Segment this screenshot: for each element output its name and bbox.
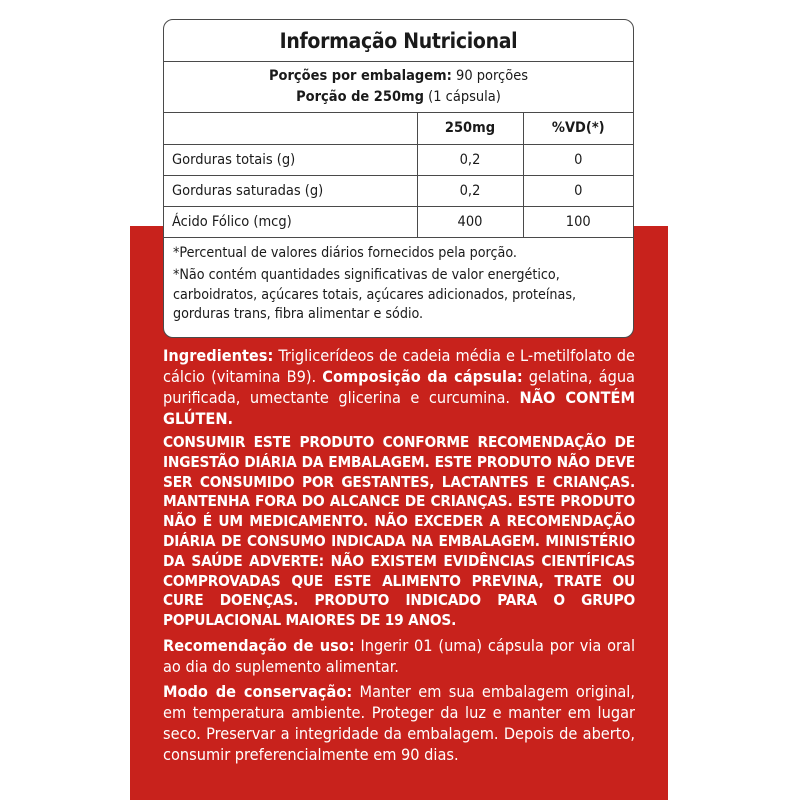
table-row (164, 175, 633, 206)
gluten-notice: NÃO CONTÉM GLÚTEN. (163, 388, 635, 428)
warning-paragraph: CONSUMIR ESTE PRODUTO CONFORME RECOMENDAÇÃO DE INGESTÃO DIÁRIA DA EMBALAGEM. ESTE PRODUTO NÃO DEVE SER CONSUMIDO POR GESTANTES, LACTANTES E CRIANÇAS. MANTENHA FORA DO ALCANCE DE CRIANÇAS. ESTE PRODUTO NÃO É UM MEDICAMENTO. NÃO EXCEDER A RECOMENDAÇÃO DIÁRIA DE CONSUMO INDICADA NA EMBALAGEM. MINISTÉRIO DA SAÚDE ADVERTE: NÃO EXISTEM EVIDÊNCIAS CIENTÍFICAS COMPROVADAS QUE ESTE ALIMENTO PREVINA, TRATE OU CURE DOENÇAS. PRODUTO INDICADO PARA O GRUPO POPULACIONAL MAIORES DE 19 ANOS. (163, 433, 635, 630)
portions-value: 90 porções (451, 68, 529, 84)
nutrient-amount: 0,2 (417, 175, 523, 206)
nutrition-table (164, 113, 633, 238)
usage-text: Ingerir 01 (uma) cápsula por via oral ao dia do suplemento alimentar. (163, 635, 635, 676)
portion-size (164, 87, 633, 108)
ingredients-paragraph (163, 345, 635, 429)
portions-info (164, 62, 633, 113)
storage-paragraph (163, 681, 635, 765)
nutrient-name: Gorduras saturadas (g) (164, 175, 417, 206)
header-cell-name (164, 113, 417, 144)
storage-title: Modo de conservação: (163, 681, 353, 701)
label-text (163, 345, 635, 769)
nutrient-name: Ácido Fólico (mcg) (164, 206, 417, 237)
footnote-not-significant: *Não contém quantidades significativas de valor energético, carboidratos, açúcares totais, açúcares adicionados, proteínas, gorduras trans, fibra alimentar e sódio. (173, 267, 577, 322)
portion-size-label: Porção de 250mg (296, 89, 424, 105)
nutrient-amount: 400 (417, 206, 523, 237)
portions-per-package (164, 66, 633, 87)
usage-title: Recomendação de uso: (163, 635, 355, 655)
storage-text: Manter em sua embalagem original, em temperatura ambiente. Proteger da luz e manter em lugar seco. Preservar a integridade da embalagem. Depois de aberto, consumir preferencialmente em 90 dias. (163, 681, 635, 764)
header-cell-vd: %VD(*) (523, 113, 633, 144)
ingredients-title: Ingredientes: (163, 346, 274, 365)
nutrition-facts-box (163, 19, 634, 338)
nutrient-vd: 0 (523, 175, 633, 206)
portions-label: Porções por embalagem: (268, 68, 452, 84)
table-header-row (164, 113, 633, 144)
nutrition-footnotes (164, 238, 633, 325)
nutrient-amount: 0,2 (417, 144, 523, 175)
ingredients-text: Triglicerídeos de cadeia média e L-metilfolato de cálcio (vitamina B9). (163, 346, 635, 386)
portion-size-value: (1 cápsula) (423, 89, 501, 105)
header-cell-amount: 250mg (417, 113, 523, 144)
nutrient-vd: 0 (523, 144, 633, 175)
nutrient-name: Gorduras totais (g) (164, 144, 417, 175)
table-row (164, 144, 633, 175)
capsule-text: gelatina, água purificada, umectante glicerina e curcumina. (163, 367, 635, 407)
capsule-title: Composição da cápsula: (322, 367, 523, 386)
table-row (164, 206, 633, 237)
usage-paragraph (163, 635, 635, 677)
nutrient-vd: 100 (523, 206, 633, 237)
nutrition-title: Informação Nutricional (164, 20, 633, 62)
footnote-daily-values: *Percentual de valores diários fornecidos pela porção. (173, 244, 517, 261)
